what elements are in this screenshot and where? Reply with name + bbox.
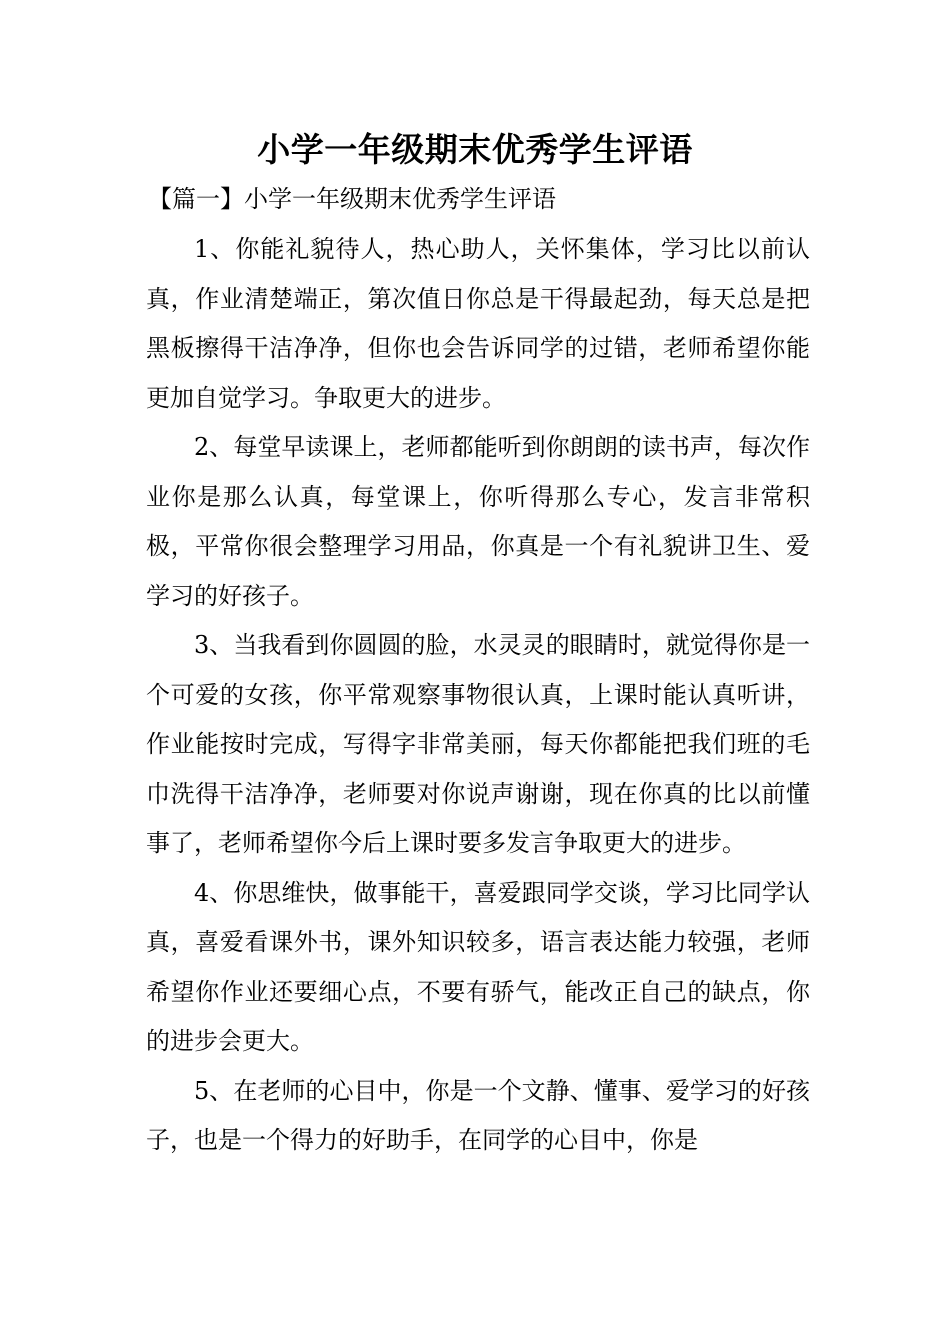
section-heading: 【篇一】小学一年级期末优秀学生评语	[148, 185, 556, 213]
document-body	[146, 225, 810, 1166]
paragraph: 1、你能礼貌待人，热心助人，关怀集体，学习比以前认真，作业清楚端正，第次值日你总是干得最起劲，每天总是把黑板擦得干洁净净，但你也会告诉同学的过错，老师希望你能更加自觉学习。争取更大的进步。	[146, 235, 810, 412]
paragraph: 5、在老师的心目中，你是一个文静、懂事、爱学习的好孩子，也是一个得力的好助手，在同学的心目中，你是	[146, 1076, 810, 1154]
paragraph: 4、你思维快，做事能干，喜爱跟同学交谈，学习比同学认真，喜爱看课外书，课外知识较多，语言表达能力较强，老师希望你作业还要细心点，不要有骄气，能改正自己的缺点，你的进步会更大。	[146, 878, 810, 1055]
document-title: 小学一年级期末优秀学生评语	[257, 130, 693, 169]
paragraph: 3、当我看到你圆圆的脸，水灵灵的眼睛时，就觉得你是一个可爱的女孩，你平常观察事物很认真，上课时能认真听讲，作业能按时完成，写得字非常美丽，每天你都能把我们班的毛巾洗得干洁净净，老师要对你说声谢谢，现在你真的比以前懂事了，老师希望你今后上课时要多发言争取更大的进步。	[146, 631, 810, 857]
paragraph: 2、每堂早读课上，老师都能听到你朗朗的读书声，每次作业你是那么认真，每堂课上，你听得那么专心，发言非常积极，平常你很会整理学习用品，你真是一个有礼貌讲卫生、爱学习的好孩子。	[146, 433, 810, 610]
